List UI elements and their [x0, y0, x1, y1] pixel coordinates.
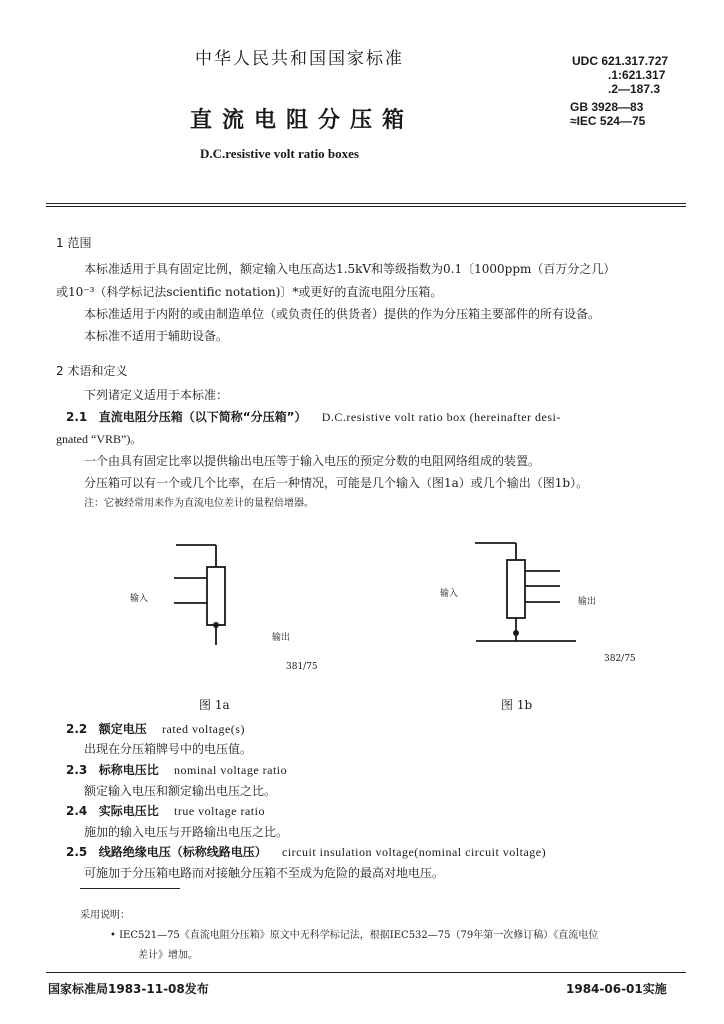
issued-date: 国家标准局1983-11-08发布	[48, 982, 209, 996]
adoption-note-line: 差计》增加。	[138, 950, 198, 961]
definition-number: 2.3	[66, 763, 88, 777]
junction-dot	[213, 622, 219, 628]
figure-1a-code: 381/75	[286, 662, 318, 672]
definition-2-2	[66, 720, 245, 737]
definition-2-4-paragraph: 施加的输入电压与开路输出电压之比。	[84, 825, 289, 839]
udc-line: .2—187.3	[608, 82, 661, 96]
junction-dot	[513, 630, 519, 636]
page-title: 直流电阻分压箱	[190, 108, 415, 133]
definition-2-1-paragraph: 一个由具有固定比率以提供输出电压等于输入电压的预定分数的电阻网络组成的装置。	[84, 454, 541, 468]
resistor	[507, 560, 525, 618]
udc-line: UDC 621.317.727	[572, 54, 669, 68]
adoption-note-title: 采用说明：	[80, 910, 130, 921]
english-title: D.C.resistive volt ratio boxes	[200, 146, 359, 161]
udc-code	[572, 54, 668, 96]
definition-term-en: nominal voltage ratio	[174, 763, 288, 777]
definition-term-cn: 标称电压比	[98, 763, 159, 777]
definition-number: 2.4	[66, 804, 88, 818]
figure-1a-diagram	[160, 535, 310, 645]
definition-term-en: true voltage ratio	[174, 804, 265, 818]
definition-term-en: circuit insulation voltage(nominal circuit voltage)	[282, 845, 547, 859]
gb-line: GB 3928—83	[570, 100, 644, 114]
figure-1b-input-label: 输入	[440, 589, 459, 599]
definition-2-5-paragraph: 可施加于分压箱电路而对接触分压箱不至成为危险的最高对地电压。	[84, 866, 445, 880]
definition-number: 2.2	[66, 722, 88, 736]
figure-1b-caption: 图 1b	[501, 698, 533, 712]
definition-term-cn: 额定电压	[98, 722, 147, 736]
section-1-paragraph: 本标准适用于内附的或由制造单位（或负责任的供货者）提供的作为分压箱主要部件的所有设备。	[84, 307, 601, 321]
figure-1b-code: 382/75	[604, 654, 636, 664]
definition-2-5	[66, 843, 546, 860]
definition-number: 2.1	[66, 410, 88, 424]
footnote-divider	[80, 888, 180, 889]
section-1-paragraph: 本标准不适用于辅助设备。	[84, 329, 229, 343]
footer-divider	[46, 972, 686, 973]
definition-2-1	[66, 408, 561, 425]
definition-2-3-paragraph: 额定输入电压和额定输出电压之比。	[84, 784, 277, 798]
definition-term-en: D.C.resistive volt ratio box (hereinafter desi-	[321, 410, 561, 424]
definition-term-cn: 直流电阻分压箱（以下简称“分压箱”）	[98, 410, 307, 424]
definition-term-cn: 实际电压比	[98, 804, 159, 818]
definition-2-2-paragraph: 出现在分压箱牌号中的电压值。	[84, 742, 253, 756]
gb-code	[570, 100, 645, 128]
issuing-country-label: 中华人民共和国国家标准	[195, 49, 404, 69]
effective-date: 1984-06-01实施	[566, 982, 667, 996]
definition-2-1-note: 注：它被经常用来作为直流电位差计的量程倍增器。	[84, 498, 314, 509]
definition-2-3	[66, 761, 287, 778]
adoption-note-line: • IEC521—75《直流电阻分压箱》原文中无科学标记法，根据IEC532—75（79年第一次修订稿）《直流电位	[110, 930, 599, 941]
definition-term-en: rated voltage(s)	[162, 722, 245, 736]
figure-1a-caption: 图 1a	[199, 698, 230, 712]
figure-1a-output-label: 输出	[272, 633, 291, 643]
definition-term-cn: 线路绝缘电压（标称线路电压）	[98, 845, 267, 859]
section-2-intro: 下列诸定义适用于本标准：	[84, 388, 229, 402]
gb-line: ≈IEC 524—75	[570, 114, 646, 128]
figure-1a-input-label: 输入	[130, 594, 149, 604]
definition-2-4	[66, 802, 265, 819]
section-1-paragraph: 或10⁻³（科学标记法scientific notation)〕*或更好的直流电阻分压箱。	[56, 285, 443, 299]
section-1-title: 1 范围	[56, 236, 92, 250]
definition-2-1-paragraph: 分压箱可以有一个或几个比率，在后一种情况，可能是几个输入（图1a）或几个输出（图1b）。	[84, 476, 589, 490]
section-1-paragraph: 本标准适用于具有固定比例，额定输入电压高达1.5kV和等级指数为0.1〔1000ppm（百万分之几）	[84, 262, 616, 276]
definition-number: 2.5	[66, 845, 88, 859]
definition-term-en-cont: gnated “VRB”)。	[56, 432, 143, 446]
header-divider	[46, 206, 686, 207]
header-divider	[46, 203, 686, 204]
figure-1b-output-label: 输出	[578, 597, 597, 607]
figure-1b-diagram	[470, 533, 590, 645]
udc-line: .1:621.317	[608, 68, 666, 82]
section-2-title: 2 术语和定义	[56, 364, 128, 378]
resistor	[207, 567, 225, 625]
